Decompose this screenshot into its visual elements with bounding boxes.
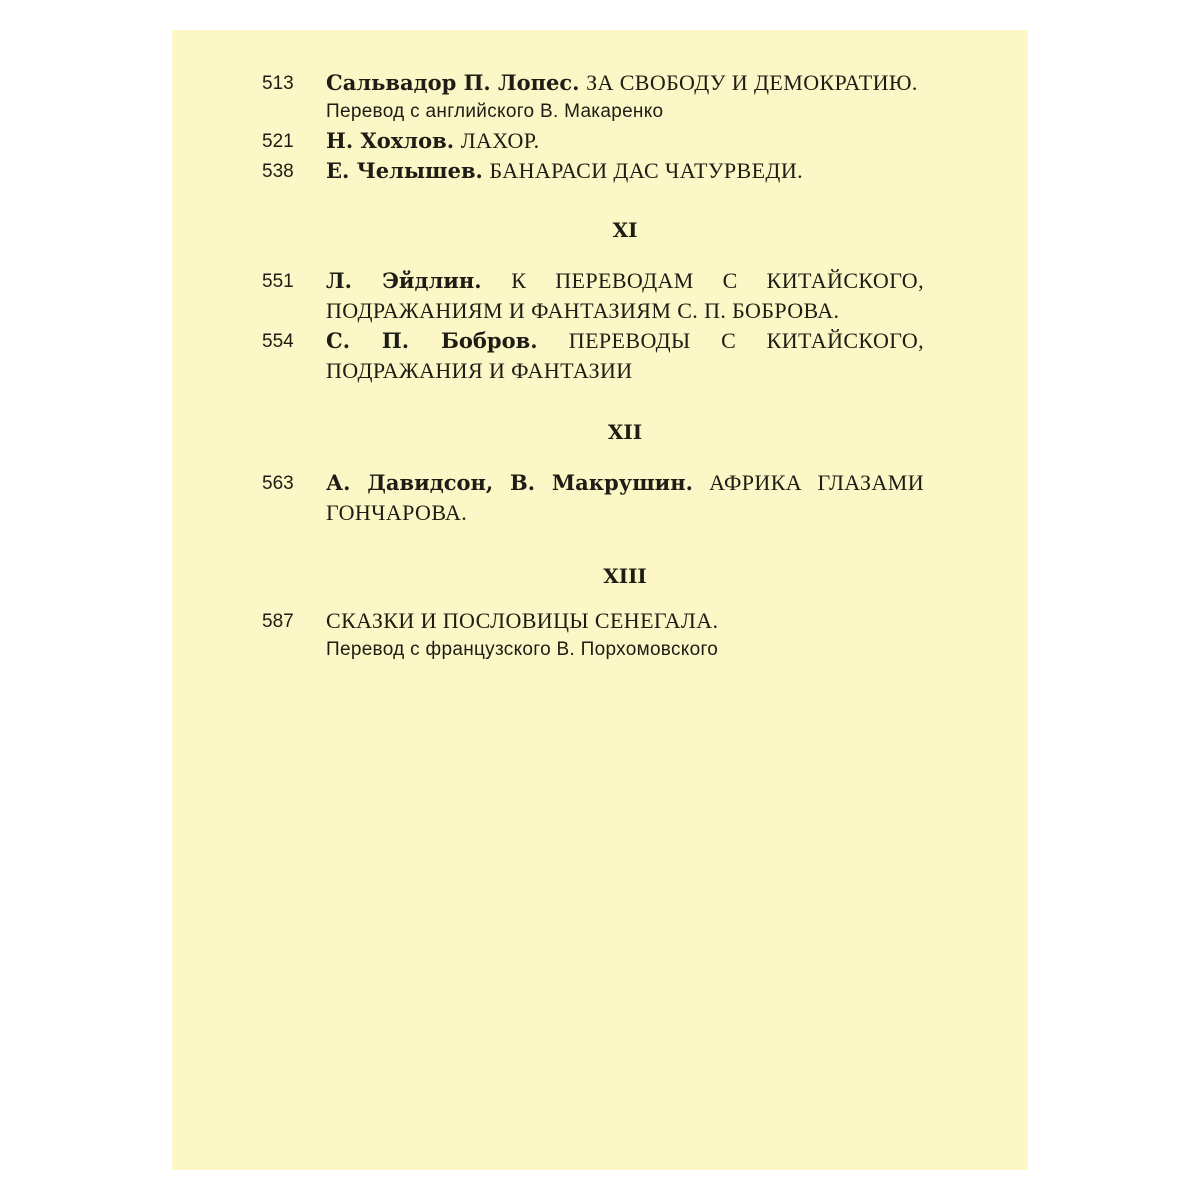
toc-entry — [262, 468, 924, 528]
entry-line — [326, 156, 924, 186]
entry-body — [326, 156, 924, 186]
entry-author: С. П. Бобров. — [326, 328, 538, 353]
section-heading: XII — [607, 420, 643, 444]
entry-line — [326, 68, 924, 98]
page-number: 513 — [262, 73, 294, 94]
toc-entry — [262, 266, 924, 326]
page-number: 563 — [262, 473, 294, 494]
page-number: 551 — [262, 271, 294, 292]
entry-author: А. Давидсон, В. Макрушин. — [326, 470, 693, 495]
entry-title: АФРИКА ГЛАЗАМИ — [709, 470, 924, 495]
entry-body — [326, 126, 924, 156]
entry-title: ПОДРАЖАНИЯ И ФАНТАЗИИ — [326, 358, 633, 383]
entry-body — [326, 326, 924, 386]
entry-author: Сальвадор П. Лопес. — [326, 70, 580, 95]
entry-title: ГОНЧАРОВА. — [326, 500, 468, 525]
entry-line — [326, 266, 924, 296]
entry-line — [326, 326, 924, 356]
entry-title: ПЕРЕВОДЫ С КИТАЙСКОГО, — [568, 328, 925, 353]
entry-line — [326, 356, 924, 386]
table-of-contents — [262, 68, 924, 664]
entry-line — [326, 468, 924, 498]
entry-body — [326, 68, 924, 126]
entry-author: Е. Челышев. — [326, 158, 483, 183]
entry-translator: Перевод с английского В. Макаренко — [326, 101, 664, 122]
toc-entry — [262, 606, 924, 664]
page-number: 538 — [262, 161, 294, 182]
toc-entry — [262, 326, 924, 386]
entry-title: К ПЕРЕВОДАМ С КИТАЙСКОГО, — [511, 268, 924, 293]
entry-body — [326, 266, 924, 326]
entry-line — [326, 126, 924, 156]
entry-title: БАНАРАСИ ДАС ЧАТУРВЕДИ. — [489, 158, 804, 183]
entry-translator: Перевод с французского В. Порхомовского — [326, 639, 719, 660]
entry-body — [326, 468, 924, 528]
toc-entry — [262, 68, 924, 126]
toc-entry — [262, 126, 924, 156]
entry-title: ЛАХОР. — [460, 128, 540, 153]
toc-entry — [262, 156, 924, 186]
entry-line — [326, 498, 924, 528]
entry-author: Л. Эйдлин. — [326, 268, 482, 293]
entry-author: Н. Хохлов. — [326, 128, 454, 153]
entry-title: ПОДРАЖАНИЯМ И ФАНТАЗИЯМ С. П. БОБРОВА. — [326, 298, 840, 323]
entry-line — [326, 296, 924, 326]
entry-line — [326, 606, 924, 636]
entry-title: СКАЗКИ И ПОСЛОВИЦЫ СЕНЕГАЛА. — [326, 608, 719, 633]
entry-title: ЗА СВОБОДУ И ДЕМОКРАТИЮ. — [586, 70, 918, 95]
section-heading: XIII — [603, 564, 647, 588]
entry-body — [326, 606, 924, 664]
page-number: 587 — [262, 611, 294, 632]
page-number: 554 — [262, 331, 294, 352]
page-number: 521 — [262, 131, 294, 152]
section-heading: XI — [612, 218, 638, 242]
book-page — [172, 30, 1028, 1170]
